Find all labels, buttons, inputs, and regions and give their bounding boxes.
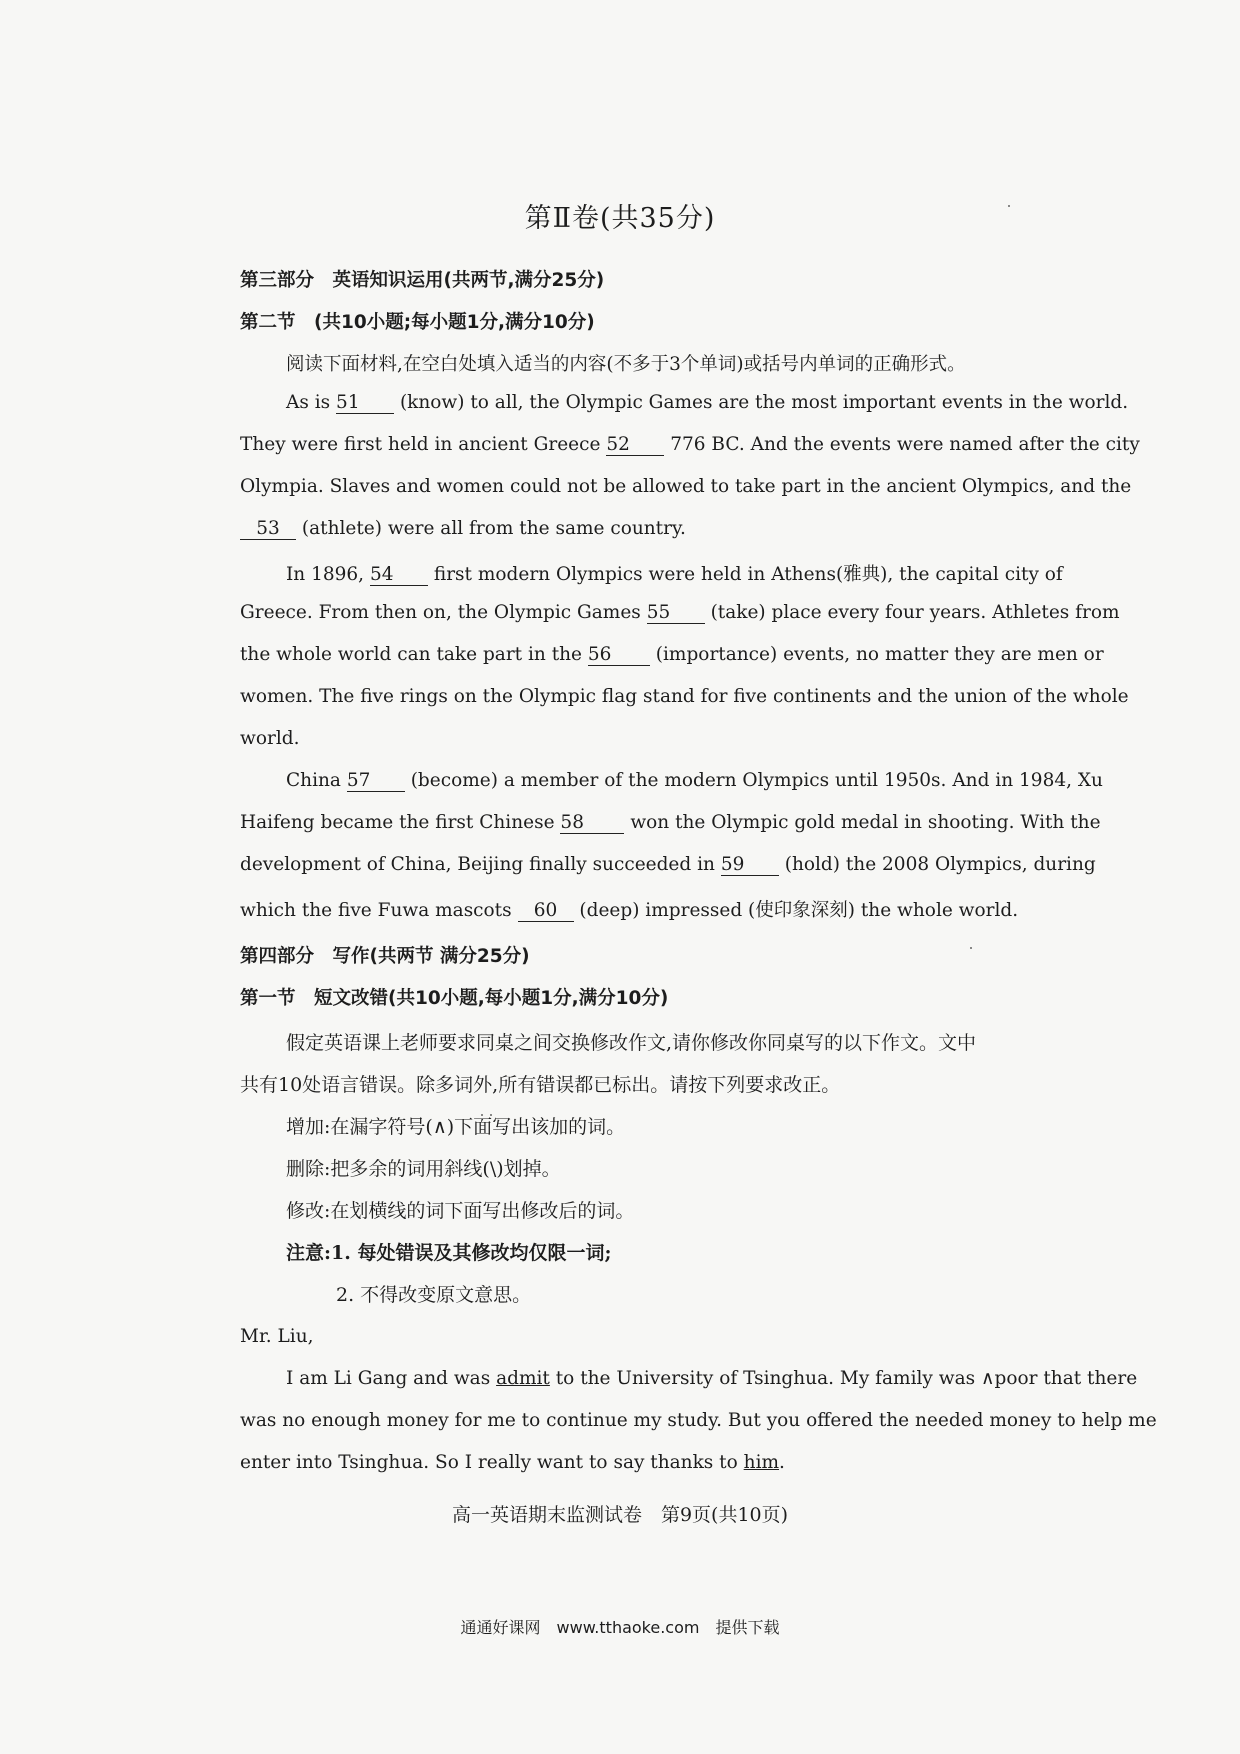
- passage-line: 53 (athlete) were all from the same country.: [240, 518, 1030, 540]
- blank-58[interactable]: 58: [560, 813, 624, 834]
- blank-56[interactable]: 56: [588, 645, 650, 666]
- letter-line: enter into Tsinghua. So I really want to say thanks to him.: [240, 1452, 785, 1473]
- part4-section1-heading: 第一节 短文改错(共10小题,每小题1分,满分10分): [240, 988, 669, 1009]
- blank-60[interactable]: 60: [518, 901, 574, 922]
- passage-line: China 57 (become) a member of the modern Olympics until 1950s. And in 1984, Xu: [286, 770, 1103, 791]
- passage-line: As is 51 (know) to all, the Olympic Games are the most important events in the world.: [286, 392, 1129, 413]
- download-watermark: 通通好课网 www.tthaoke.com 提供下载: [460, 1618, 780, 1637]
- scan-speck: [490, 1114, 492, 1116]
- blank-52[interactable]: 52: [606, 435, 664, 456]
- part3-heading: 第三部分 英语知识运用(共两节,满分25分): [240, 270, 605, 291]
- note-2: 2. 不得改变原文意思。: [336, 1284, 532, 1306]
- part3-section2-heading: 第二节 (共10小题;每小题1分,满分10分): [240, 312, 595, 333]
- passage-line: which the five Fuwa mascots 60 (deep) impressed (使印象深刻) the whole world.: [240, 900, 1019, 921]
- passage-line: world.: [240, 728, 300, 749]
- page-title: 第Ⅱ卷(共35分): [524, 203, 716, 234]
- passage-line: They were first held in ancient Greece 52 776 BC. And the events were named after the city: [240, 434, 1140, 455]
- passage-line: development of China, Beijing finally succeeded in 59 (hold) the 2008 Olympics, during: [240, 854, 1096, 875]
- rule-modify: 修改:在划横线的词下面写出修改后的词。: [286, 1200, 635, 1222]
- part4-heading: 第四部分 写作(共两节 满分25分): [240, 946, 530, 967]
- scan-speck: [970, 947, 972, 949]
- passage-line: the whole world can take part in the 56 (importance) events, no matter they are men or: [240, 644, 1104, 665]
- passage-line: women. The five rings on the Olympic flag stand for five continents and the union of the whole: [240, 686, 1129, 707]
- page-footer: 高一英语期末监测试卷 第9页(共10页): [451, 1504, 789, 1526]
- blank-54[interactable]: 54: [370, 565, 428, 586]
- passage-line: Greece. From then on, the Olympic Games 55 (take) place every four years. Athletes from: [240, 602, 1120, 623]
- letter-line: was no enough money for me to continue my study. But you offered the needed money to help me: [240, 1410, 1157, 1431]
- part4-instruction-line: 假定英语课上老师要求同桌之间交换修改作文,请你修改你同桌写的以下作文。文中: [286, 1032, 977, 1054]
- passage-line: In 1896, 54 first modern Olympics were held in Athens(雅典), the capital city of: [286, 564, 1063, 585]
- passage-line: Haifeng became the first Chinese 58 won the Olympic gold medal in shooting. With the: [240, 812, 1101, 833]
- rule-add: 增加:在漏字符号(∧)下面写出该加的词。: [286, 1116, 626, 1138]
- scan-speck: [481, 1114, 483, 1116]
- scan-speck: [1008, 205, 1010, 207]
- blank-57[interactable]: 57: [347, 771, 405, 792]
- blank-59[interactable]: 59: [721, 855, 779, 876]
- underlined-word: admit: [496, 1368, 550, 1389]
- note-1: 注意:1. 每处错误及其修改均仅限一词;: [286, 1242, 612, 1264]
- passage-line: Olympia. Slaves and women could not be allowed to take part in the ancient Olympics, and the: [240, 476, 1132, 497]
- part3-instruction: 阅读下面材料,在空白处填入适当的内容(不多于3个单词)或括号内单词的正确形式。: [286, 354, 966, 375]
- blank-55[interactable]: 55: [647, 603, 705, 624]
- underlined-word: him: [743, 1452, 780, 1473]
- letter-line: I am Li Gang and was admit to the University of Tsinghua. My family was ∧poor that there: [286, 1368, 1138, 1389]
- blank-53[interactable]: 53: [240, 519, 296, 540]
- blank-51[interactable]: 51: [336, 393, 394, 414]
- letter-salutation: Mr. Liu,: [240, 1326, 314, 1347]
- rule-delete: 删除:把多余的词用斜线(\)划掉。: [286, 1158, 561, 1180]
- part4-instruction-line: 共有10处语言错误。除多词外,所有错误都已标出。请按下列要求改正。: [240, 1074, 841, 1096]
